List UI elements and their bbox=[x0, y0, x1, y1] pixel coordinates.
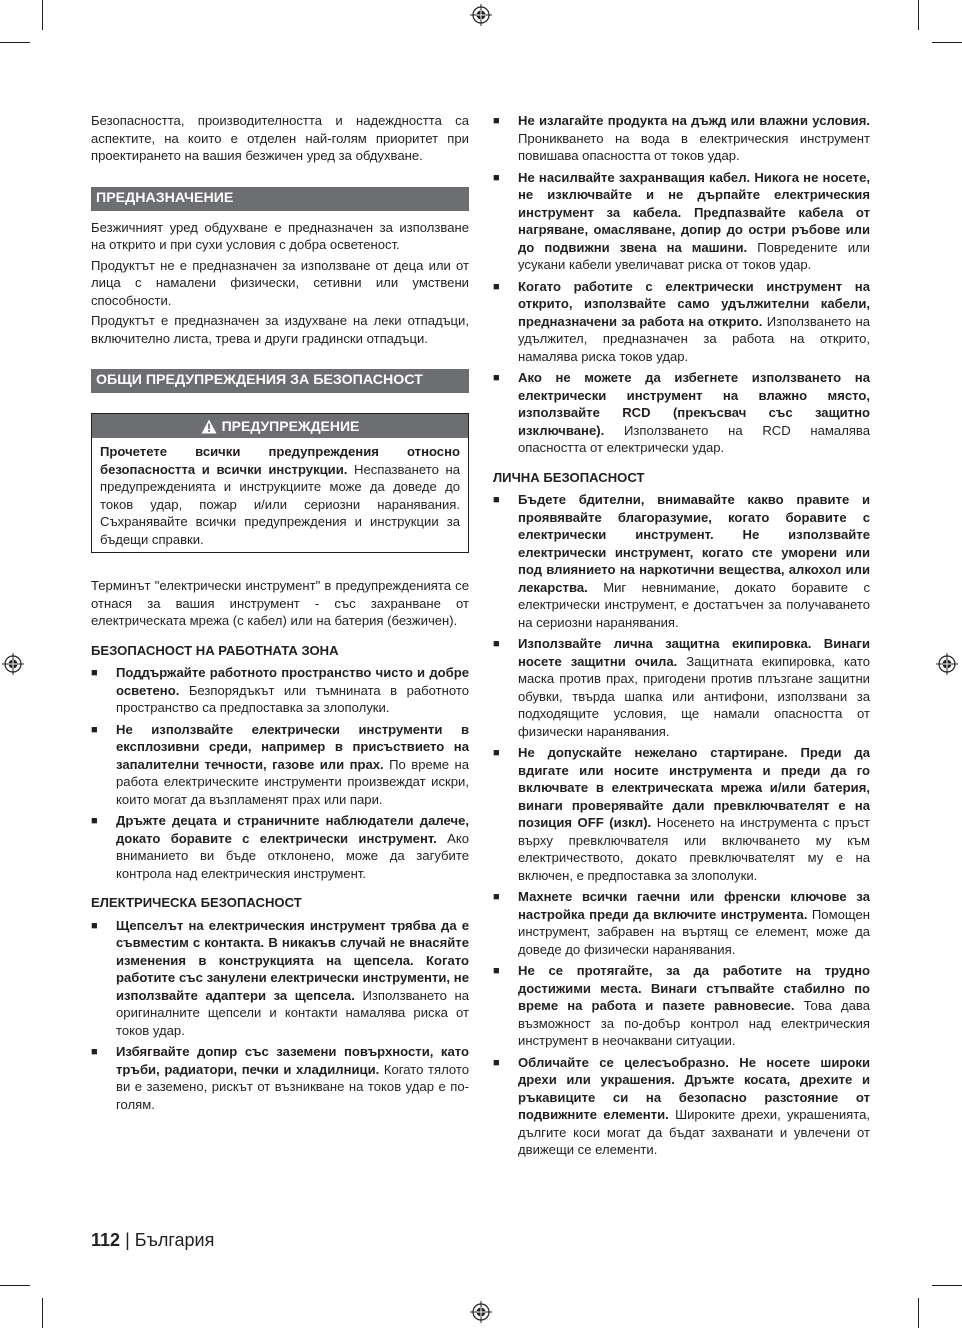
item-text: Безпорядъкът или тъмнината в работното пространство са предпоставка за злополуки. bbox=[116, 682, 469, 715]
purpose-paragraph: Безжичният уред обдухване е предназначен за използване на открито и при сухи условия с добра осветеност. bbox=[91, 219, 469, 252]
item-bold: Използвайте лична защитна екипировка. Винаги носете защитни очила. bbox=[518, 636, 870, 669]
item-text: Защитната екипировка, като маска против прах, пригодени против плъзгане защитни обувки, твърда шапка или антифони, използвани за подходящите условия, ще намали опасността от физически наранявания. bbox=[518, 653, 870, 739]
registration-mark-icon bbox=[2, 653, 24, 675]
item-bold: Когато работите с електрически инструмент на открито, използвайте само удължителни кабели, предназначени за работа на открито. bbox=[518, 278, 870, 329]
footer-separator: | bbox=[125, 1230, 130, 1250]
item-text: Широките дрехи, украшенията, дългите коси могат да бъдат захванати и увлечени от движещи се елементи. bbox=[518, 1107, 871, 1157]
left-column bbox=[91, 112, 469, 1117]
warning-header bbox=[92, 414, 468, 438]
registration-mark-icon bbox=[470, 1301, 492, 1323]
purpose-paragraph: Продуктът не е предназначен за използване от деца или от лица с намалени физически, сетивни или умствени способности. bbox=[91, 257, 469, 308]
item-text: Това дава възможност за по-добър контрол над електрическия инструмент в неочаквани ситуации. bbox=[518, 998, 871, 1048]
list-item bbox=[91, 664, 469, 717]
bullet-icon: ■ bbox=[493, 1056, 500, 1069]
bullet-icon: ■ bbox=[91, 1046, 98, 1058]
crop-mark bbox=[0, 42, 30, 43]
bullet-icon: ■ bbox=[493, 891, 500, 903]
work-area-heading: БЕЗОПАСНОСТ НА РАБОТНАТА ЗОНА bbox=[91, 642, 339, 658]
item-bold: Не насилвайте захранващия кабел. Никога не носете, не изключвайте и не дърпайте електрическия инструмент за кабела. Предпазвайте кабела от нагряване, омасляване, допир до остри ръбове или до подвижни звена на машини. bbox=[518, 169, 870, 255]
page-footer bbox=[91, 1230, 214, 1251]
electrical-list bbox=[91, 917, 469, 1114]
item-bold: Не допускайте нежелано стартиране. Преди да вдигате или носите инструмента и преди да го включвате в електрическата мрежа и/или батерия, винаги проверявайте дали превключвателят е на позиция OFF (изкл). bbox=[518, 745, 870, 830]
list-item bbox=[493, 369, 870, 457]
bullet-icon: ■ bbox=[91, 723, 98, 736]
item-bold: Не използвайте електрически инструменти в експлозивни среди, например в присъствието на запалителни течности, газове или прах. bbox=[116, 721, 469, 772]
warning-text: Неспазването на предупрежденията и инструкциите може да доведе до токов удар, пожар и/или сериозни наранявания. Съхранявайте всички предупреждения и инструкции за бъдещи справки. bbox=[100, 461, 460, 547]
bullet-icon: ■ bbox=[493, 965, 500, 977]
purpose-paragraph: Продуктът е предназначен за издухване на леки отпадъци, включително листа, трева и други градински отпадъци. bbox=[91, 313, 469, 346]
item-text: Носенето на инструмента с пръст върху превключвателя или включването му към електричеството, докато превключвателят му е на включен, е предпоставка за злополуки. bbox=[518, 815, 871, 883]
warning-body bbox=[92, 438, 468, 552]
electrical-list-continued bbox=[493, 112, 870, 457]
list-item bbox=[493, 278, 870, 366]
warning-triangle-icon bbox=[201, 419, 217, 434]
work-area-list bbox=[91, 664, 469, 882]
item-text: По време на работа електрическите инструменти произвеждат искри, които могат да възпламенят прах или пари. bbox=[116, 756, 470, 807]
crop-mark bbox=[932, 42, 962, 43]
crop-mark bbox=[932, 1285, 962, 1286]
item-bold: Обличайте се целесъобразно. Не носете широки дрехи или украшения. Дръжте косата, дрехите и ръкавиците си на безопасно разстояние от подвижните елементи. bbox=[518, 1054, 870, 1122]
personal-safety-heading: ЛИЧНА БЕЗОПАСНОСТ bbox=[493, 469, 645, 485]
list-item bbox=[493, 1054, 870, 1159]
list-item bbox=[91, 812, 469, 882]
bullet-icon: ■ bbox=[91, 667, 98, 679]
warning-box bbox=[91, 413, 469, 553]
crop-mark bbox=[42, 0, 43, 30]
item-bold: Махнете всички гаечни или френски ключове за настройка преди да включите инструмента. bbox=[518, 889, 870, 922]
bullet-icon: ■ bbox=[493, 171, 500, 184]
term-paragraph: Терминът "електрически инструмент" в предупрежденията се отнася за вашия инструмент - със захранване от електрическата мрежа (с кабел) или на батерия (безжичен). bbox=[91, 578, 469, 628]
item-bold: Щепселът на електрическия инструмент трябва да е съвместим с контакта. В никакъв случай не внасяйте изменения в конструкцията на щепсела. Когато работите със занулени електрически инструменти, не използвайте адаптери за щепсела. bbox=[116, 917, 469, 1003]
intro-paragraph: Безопасността, производителността и надеждността са аспектите, на които е отделен най-голям приоритет при проектирането на вашия безжичен уред за обдухване. bbox=[91, 113, 469, 163]
item-text: Използването на удължител, предназначен за работа на открито, намалява риска токов удар. bbox=[518, 313, 870, 364]
registration-mark-icon bbox=[936, 653, 958, 675]
bullet-icon: ■ bbox=[493, 115, 500, 127]
list-item bbox=[493, 744, 870, 884]
item-text: Миг невнимание, докато боравите с електрически инструмент, е достатъчен за получаването на сериозни наранявания. bbox=[518, 579, 871, 630]
warning-bold-text: Прочетете всички предупреждения относно безопасността и всички инструкции. bbox=[100, 444, 460, 477]
item-bold: Поддържайте работното пространство чисто и добре осветено. bbox=[116, 665, 469, 698]
item-text: Проникването на вода в електрическия инструмент повишава опасността от токов удар. bbox=[518, 130, 870, 163]
crop-mark bbox=[42, 1298, 43, 1328]
list-item bbox=[493, 635, 870, 740]
bullet-icon: ■ bbox=[493, 372, 500, 384]
registration-mark-icon bbox=[470, 4, 492, 26]
crop-mark bbox=[918, 1298, 919, 1328]
bullet-icon: ■ bbox=[493, 638, 500, 650]
list-item bbox=[493, 112, 870, 165]
item-bold: Бъдете бдителни, внимавайте какво правите и проявявайте благоразумие, когато боравите с електрически инструмент. Не използвайте електрически инструмент, когато сте уморени или под влиянието на наркотични вещества, алкохол или лекарства. bbox=[518, 492, 870, 595]
item-bold: Не излагайте продукта на дъжд или влажни условия. bbox=[518, 113, 870, 128]
item-bold: Избягвайте допир със заземени повърхности, като тръби, радиатори, печки и хладилници. bbox=[116, 1044, 469, 1077]
bullet-icon: ■ bbox=[493, 747, 500, 759]
warning-title: ПРЕДУПРЕЖДЕНИЕ bbox=[221, 418, 360, 434]
page-number: 112 bbox=[91, 1230, 121, 1250]
item-bold: Дръжте децата и страничните наблюдатели далече, докато боравите с електрически инструмент. bbox=[116, 813, 469, 846]
personal-safety-list bbox=[493, 491, 870, 1159]
purpose-heading: ПРЕДНАЗНАЧЕНИЕ bbox=[91, 187, 469, 211]
footer-language: България bbox=[134, 1230, 215, 1250]
list-item bbox=[493, 962, 870, 1050]
crop-mark bbox=[918, 0, 919, 30]
item-text: Повредените или усукани кабели увеличават риска от токов удар. bbox=[518, 239, 870, 272]
bullet-icon: ■ bbox=[91, 919, 98, 932]
item-bold: Не се протягайте, за да работите на трудно достижими места. Винаги стъпвайте стабилно по време на работа и пазете равновесие. bbox=[518, 963, 870, 1013]
general-warnings-heading: ОБЩИ ПРЕДУПРЕЖДЕНИЯ ЗА БЕЗОПАСНОСТ bbox=[91, 369, 469, 393]
item-text: Помощен инструмент, забравен на въртящ се елемент, може да доведе до физически наранявания. bbox=[518, 906, 871, 957]
bullet-icon: ■ bbox=[493, 280, 500, 293]
list-item bbox=[91, 1043, 469, 1113]
list-item bbox=[493, 169, 870, 274]
crop-mark bbox=[0, 1285, 30, 1286]
electrical-heading: ЕЛЕКТРИЧЕСКА БЕЗОПАСНОСТ bbox=[91, 895, 302, 910]
bullet-icon: ■ bbox=[91, 815, 98, 827]
item-bold: Ако не можете да избегнете използването на електрически инструмент на влажно място, използвайте RCD (прекъсвач със защитно изключване). bbox=[518, 370, 870, 438]
right-column bbox=[493, 112, 870, 1163]
item-text: Ако вниманието ви бъде отклонено, може да загубите контрола над електрическия инструмент. bbox=[116, 830, 470, 881]
list-item bbox=[493, 491, 870, 631]
list-item bbox=[493, 888, 870, 958]
item-text: Използването на RCD намалява опасността от електрически удар. bbox=[518, 422, 871, 455]
list-item bbox=[91, 721, 469, 809]
item-text: Използването на оригиналните щепсели и контакти намалява риска от токов удар. bbox=[116, 987, 470, 1038]
list-item bbox=[91, 917, 469, 1040]
bullet-icon: ■ bbox=[493, 494, 500, 506]
item-text: Когато тялото ви е заземено, рискът от възникване на токов удар е по-голям. bbox=[116, 1061, 469, 1112]
